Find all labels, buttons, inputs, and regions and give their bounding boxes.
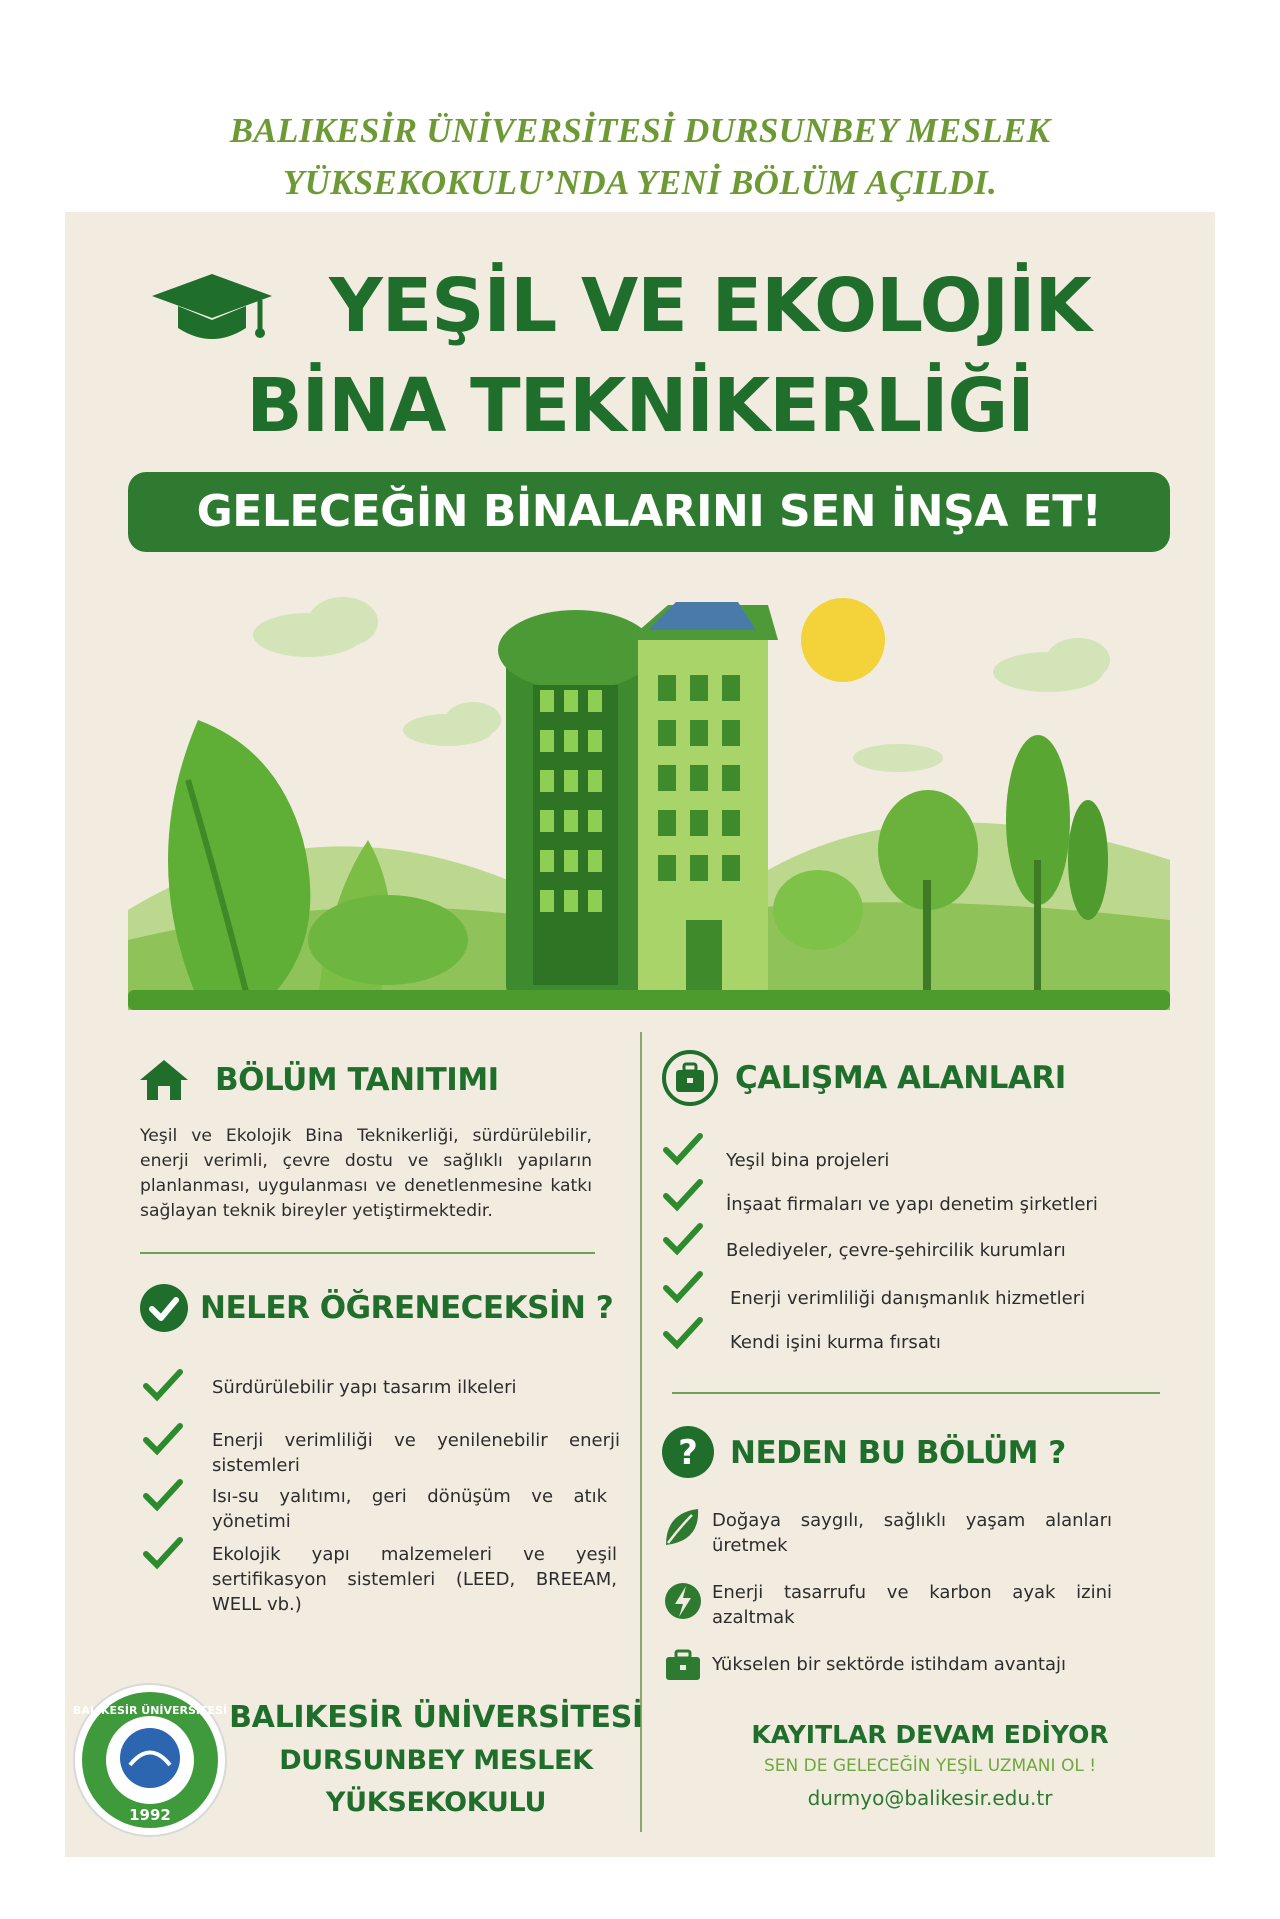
logo-year: 1992: [129, 1806, 171, 1824]
left-divider-1: [140, 1252, 595, 1254]
registration-email[interactable]: durmyo@balikesir.edu.tr: [807, 1786, 1053, 1810]
registration-subtitle: SEN DE GELECEĞİN YEŞİL UZMANI OL !: [763, 1756, 1097, 1776]
learn-heading: NELER ÖĞRENECEKSİN ?: [200, 1290, 614, 1326]
checkmark-icon: [662, 1222, 704, 1256]
checkmark-icon: [142, 1368, 184, 1402]
learn-item-3: Isı-su yalıtımı, geri dönüşüm ve atık yönetimi: [212, 1486, 607, 1532]
slogan-banner: GELECEĞİN BİNALARINI SEN İNŞA ET!: [128, 472, 1170, 552]
right-divider-1: [672, 1392, 1160, 1394]
check-circle-icon: [138, 1282, 190, 1334]
why-item-2: Enerji tasarrufu ve karbon ayak izini azaltmak: [712, 1582, 1112, 1628]
headline-line-2: YÜKSEKOKULU’NDA YENİ BÖLÜM AÇILDI.: [282, 163, 998, 202]
briefcase-icon: [662, 1050, 718, 1106]
career-item-2: İnşaat firmaları ve yapı denetim şirketleri: [726, 1194, 1098, 1215]
checkmark-icon: [142, 1536, 184, 1570]
svg-text:?: ?: [678, 1433, 698, 1473]
program-title-line-1: YEŞİL VE EKOLOJİK: [329, 263, 1091, 349]
logo-text: BALIKESİR ÜNİVERSİTESİ: [72, 1704, 228, 1717]
why-heading: NEDEN BU BÖLÜM ?: [730, 1435, 1066, 1471]
checkmark-icon: [662, 1316, 704, 1350]
why-item-3: Yükselen bir sektörde istihdam avantajı: [712, 1654, 1066, 1675]
headline-line-1: BALIKESİR ÜNİVERSİTESİ DURSUNBEY MESLEK: [229, 111, 1051, 150]
registration-title: KAYITLAR DEVAM EDİYOR: [751, 1720, 1109, 1749]
career-item-3: Belediyeler, çevre-şehircilik kurumları: [726, 1240, 1066, 1261]
program-title-line-2: BİNA TEKNİKERLİĞİ: [246, 363, 1034, 449]
careers-heading: ÇALIŞMA ALANLARI: [735, 1060, 1066, 1096]
career-item-1: Yeşil bina projeleri: [726, 1150, 890, 1171]
why-item-1: Doğaya saygılı, sağlıklı yaşam alanları üretmek: [712, 1510, 1112, 1556]
news-headline: [0, 105, 1280, 209]
university-name-line-2: DURSUNBEY MESLEK: [279, 1745, 593, 1776]
checkmark-icon: [142, 1422, 184, 1456]
checkmark-icon: [142, 1478, 184, 1512]
university-name-line-3: YÜKSEKOKULU: [325, 1787, 547, 1818]
lightning-icon: [664, 1580, 702, 1622]
sun-icon: [801, 598, 885, 682]
home-icon: [138, 1058, 190, 1102]
leaf-icon: [662, 1505, 702, 1549]
green-building-illustration: [128, 580, 1170, 1010]
university-name-line-1: BALIKESİR ÜNİVERSİTESİ: [229, 1700, 643, 1735]
checkmark-icon: [662, 1178, 704, 1212]
learn-item-1: Sürdürülebilir yapı tasarım ilkeleri: [212, 1377, 517, 1398]
intro-heading: BÖLÜM TANITIMI: [215, 1062, 499, 1098]
university-logo-icon: [70, 1680, 230, 1840]
career-item-4: Enerji verimliliği danışmanlık hizmetleri: [730, 1288, 1086, 1309]
question-circle-icon: [660, 1424, 716, 1480]
briefcase-small-icon: [664, 1648, 702, 1682]
career-item-5: Kendi işini kurma fırsatı: [730, 1332, 941, 1353]
learn-item-4: Ekolojik yapı malzemeleri ve yeşil sertifikasyon sistemleri (LEED, BREEAM, WELL vb.): [212, 1544, 617, 1615]
intro-text: Yeşil ve Ekolojik Bina Teknikerliği, sürdürülebilir, enerji verimli, çevre dostu ve sağlıklı yapıların planlanması, uygulanması ve denetlenmesine katkı sağlayan teknik bireyler yetiştirmektedir.: [140, 1126, 592, 1221]
checkmark-icon: [662, 1132, 704, 1166]
checkmark-icon: [662, 1270, 704, 1304]
learn-item-2: Enerji verimliliği ve yenilenebilir enerji sistemleri: [212, 1430, 620, 1476]
